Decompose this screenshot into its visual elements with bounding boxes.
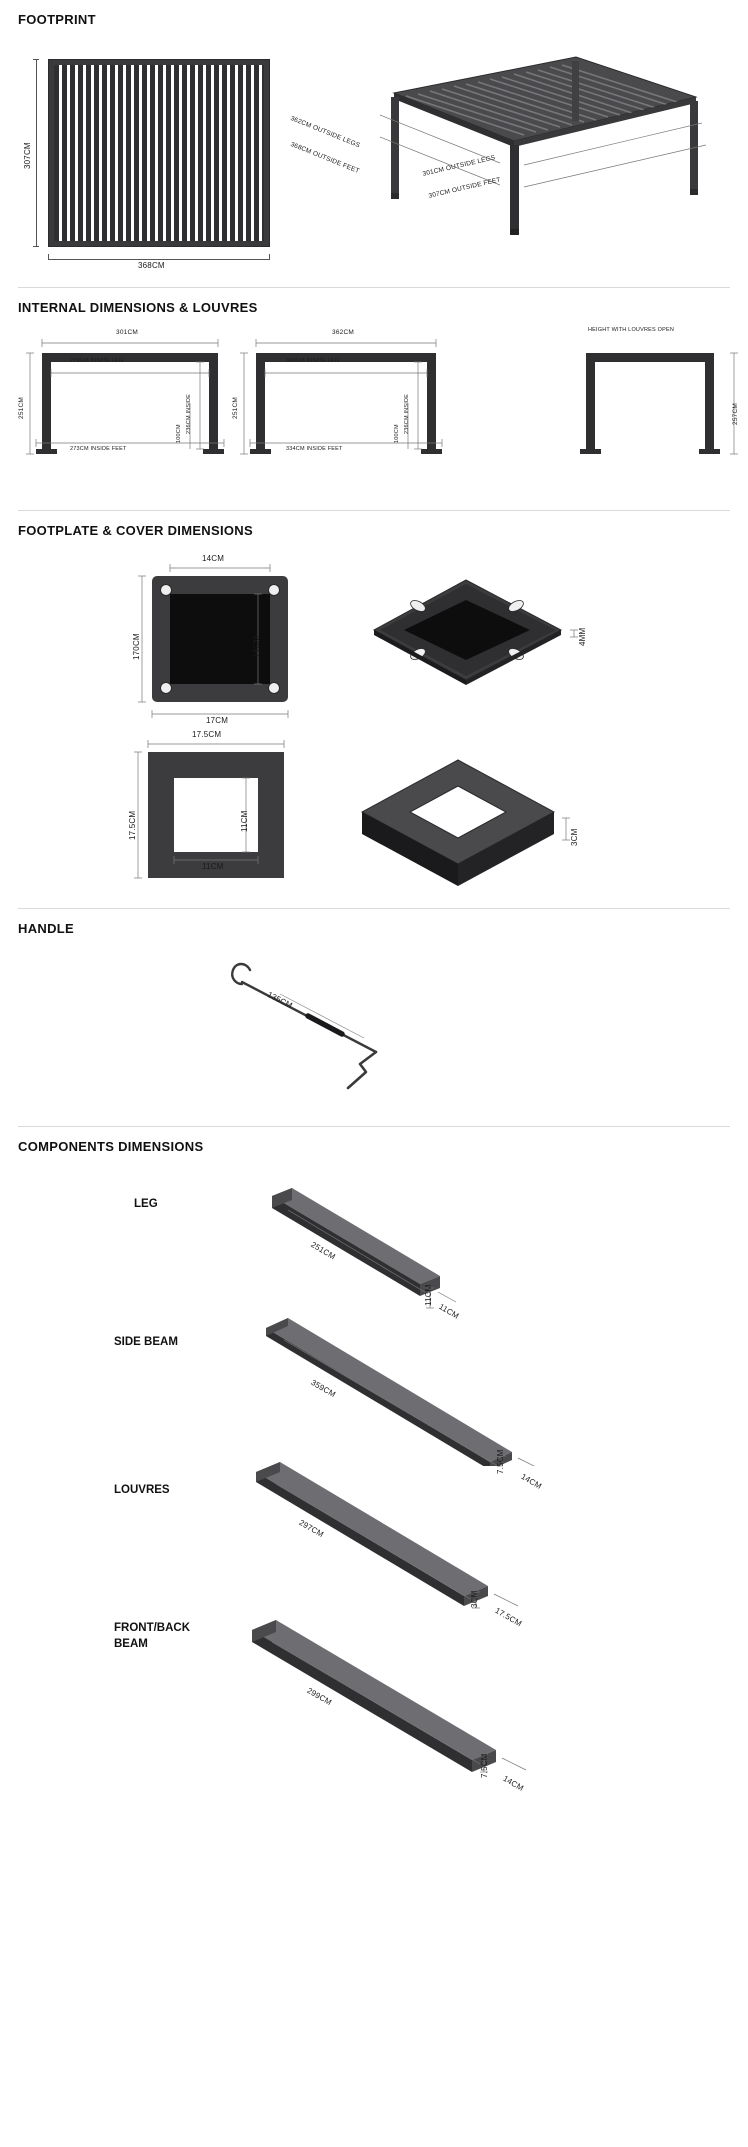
view-b-top-label: 362CM (332, 329, 354, 336)
footplate-plan (118, 554, 338, 728)
cover-inner-right-label: 11CM (240, 810, 249, 832)
view-a-top-label: 301CM (116, 329, 138, 336)
component-front-back-beam-name-line2: BEAM (114, 1638, 148, 1650)
component-leg-name: LEG (134, 1198, 158, 1210)
plan-width-tick-right (269, 254, 270, 260)
section-footprint (0, 0, 748, 288)
component-side-beam-dim-a-label: 7.5CM (496, 1449, 505, 1474)
component-leg-dim-a-label: 11CM (424, 1284, 433, 1306)
section-title-footplate: FOOTPLATE & COVER DIMENSIONS (18, 523, 253, 538)
plan-height-dimline (36, 59, 37, 247)
iso-dim-outside-legs-long: 362CM OUTSIDE LEGS (289, 115, 361, 150)
cover-outer-top-label: 17.5CM (192, 730, 222, 739)
section-title-internal: INTERNAL DIMENSIONS & LOUVRES (18, 300, 258, 315)
section-footplate (0, 511, 748, 909)
section-internal (0, 288, 748, 511)
internal-drawings (18, 315, 739, 500)
plan-louvre-area (54, 65, 264, 241)
cover-plan (114, 730, 334, 894)
footplate-inner-right-label: 14CM (252, 635, 261, 658)
component-side-beam-dim-b-label: 14CM (519, 1472, 544, 1491)
handle-length-label: 135CM (265, 990, 294, 1011)
cover-inner-bottom-label: 11CM (202, 862, 224, 871)
component-leg-length-label: 251CM (309, 1240, 337, 1262)
component-front-back-beam-length-label: 299CM (305, 1686, 334, 1708)
view-b-inside-leg-label: 340CM INSIDE LEG (286, 358, 340, 364)
component-front-back-beam-name-line1: FRONT/BACK (114, 1622, 191, 1634)
internal-view-c (566, 327, 748, 471)
footplate-outer-bottom-label: 17CM (206, 716, 229, 725)
iso-dim-outside-feet-short: 307CM OUTSIDE FEET (428, 176, 502, 200)
view-c-title: HEIGHT WITH LOUVRES OPEN (588, 327, 674, 333)
iso-dim-outside-legs-short: 301CM OUTSIDE LEGS (422, 154, 497, 178)
component-front-back-beam-dim-b-label: 14CM (501, 1774, 526, 1793)
plan-height-tick-top (33, 59, 39, 60)
footplate-outer-left-label: 170CM (132, 633, 141, 660)
footplate-iso (366, 568, 596, 718)
component-louvres-dim-a-label: 3CM (470, 1590, 479, 1608)
component-leg (18, 1180, 730, 1320)
iso-dim-outside-feet-long: 368CM OUTSIDE FEET (289, 141, 361, 176)
internal-view-a (18, 329, 242, 471)
view-b-left-height-label: 251CM (232, 397, 239, 419)
component-front-back-beam (18, 1594, 730, 1793)
plan-louvre-stripes (54, 65, 264, 241)
view-b-inside-height-label: 236CM INSIDE (404, 394, 410, 434)
view-a-left-height-label: 251CM (18, 397, 25, 419)
plan-height-tick-bottom (33, 246, 39, 247)
component-louvres-name: LOUVRES (114, 1484, 170, 1496)
handle-illustration (188, 948, 518, 1108)
footplate-thickness-label: 4MM (578, 627, 587, 646)
section-title-components: COMPONENTS DIMENSIONS (18, 1139, 204, 1154)
handle-drawing (18, 936, 730, 1116)
view-a-foot-height-label: 100CM (176, 424, 182, 443)
view-c-height-label: 257CM (732, 403, 739, 425)
plan-width-dimline (48, 259, 270, 260)
internal-view-b (232, 329, 460, 471)
view-b-foot-height-label: 100CM (394, 424, 400, 443)
view-a-inside-feet-label: 273CM INSIDE FEET (70, 446, 127, 452)
component-louvres-dim-b-label: 17.5CM (493, 1606, 524, 1629)
plan-height-label: 307CM (23, 142, 32, 169)
section-title-handle: HANDLE (18, 921, 74, 936)
components-drawings (18, 1154, 730, 1794)
plan-width-label: 368CM (138, 261, 165, 270)
view-b-inside-feet-label: 334CM INSIDE FEET (286, 446, 343, 452)
component-louvres-length-label: 297CM (297, 1518, 326, 1540)
component-side-beam-name: SIDE BEAM (114, 1336, 178, 1348)
plan-width-tick-left (48, 254, 49, 260)
footplate-drawings (18, 538, 730, 898)
component-side-beam-length-label: 359CM (309, 1378, 338, 1400)
section-handle (0, 909, 748, 1127)
section-components (0, 1127, 748, 1794)
component-leg-dim-b-label: 11CM (437, 1302, 461, 1321)
section-title-footprint: FOOTPRINT (18, 12, 96, 27)
cover-outer-left-label: 17.5CM (128, 810, 137, 840)
footprint-iso-view (276, 41, 748, 277)
cover-height-label: 3CM (570, 828, 579, 846)
footprint-drawings (18, 27, 730, 277)
footplate-inner-top-label: 14CM (202, 554, 225, 563)
component-front-back-beam-dim-a-label: 7.5CM (480, 1753, 489, 1778)
cover-iso (348, 742, 588, 892)
view-a-inside-height-label: 236CM INSIDE (186, 394, 192, 434)
view-a-inside-leg-label: 279CM INSIDE LEG (70, 358, 124, 364)
